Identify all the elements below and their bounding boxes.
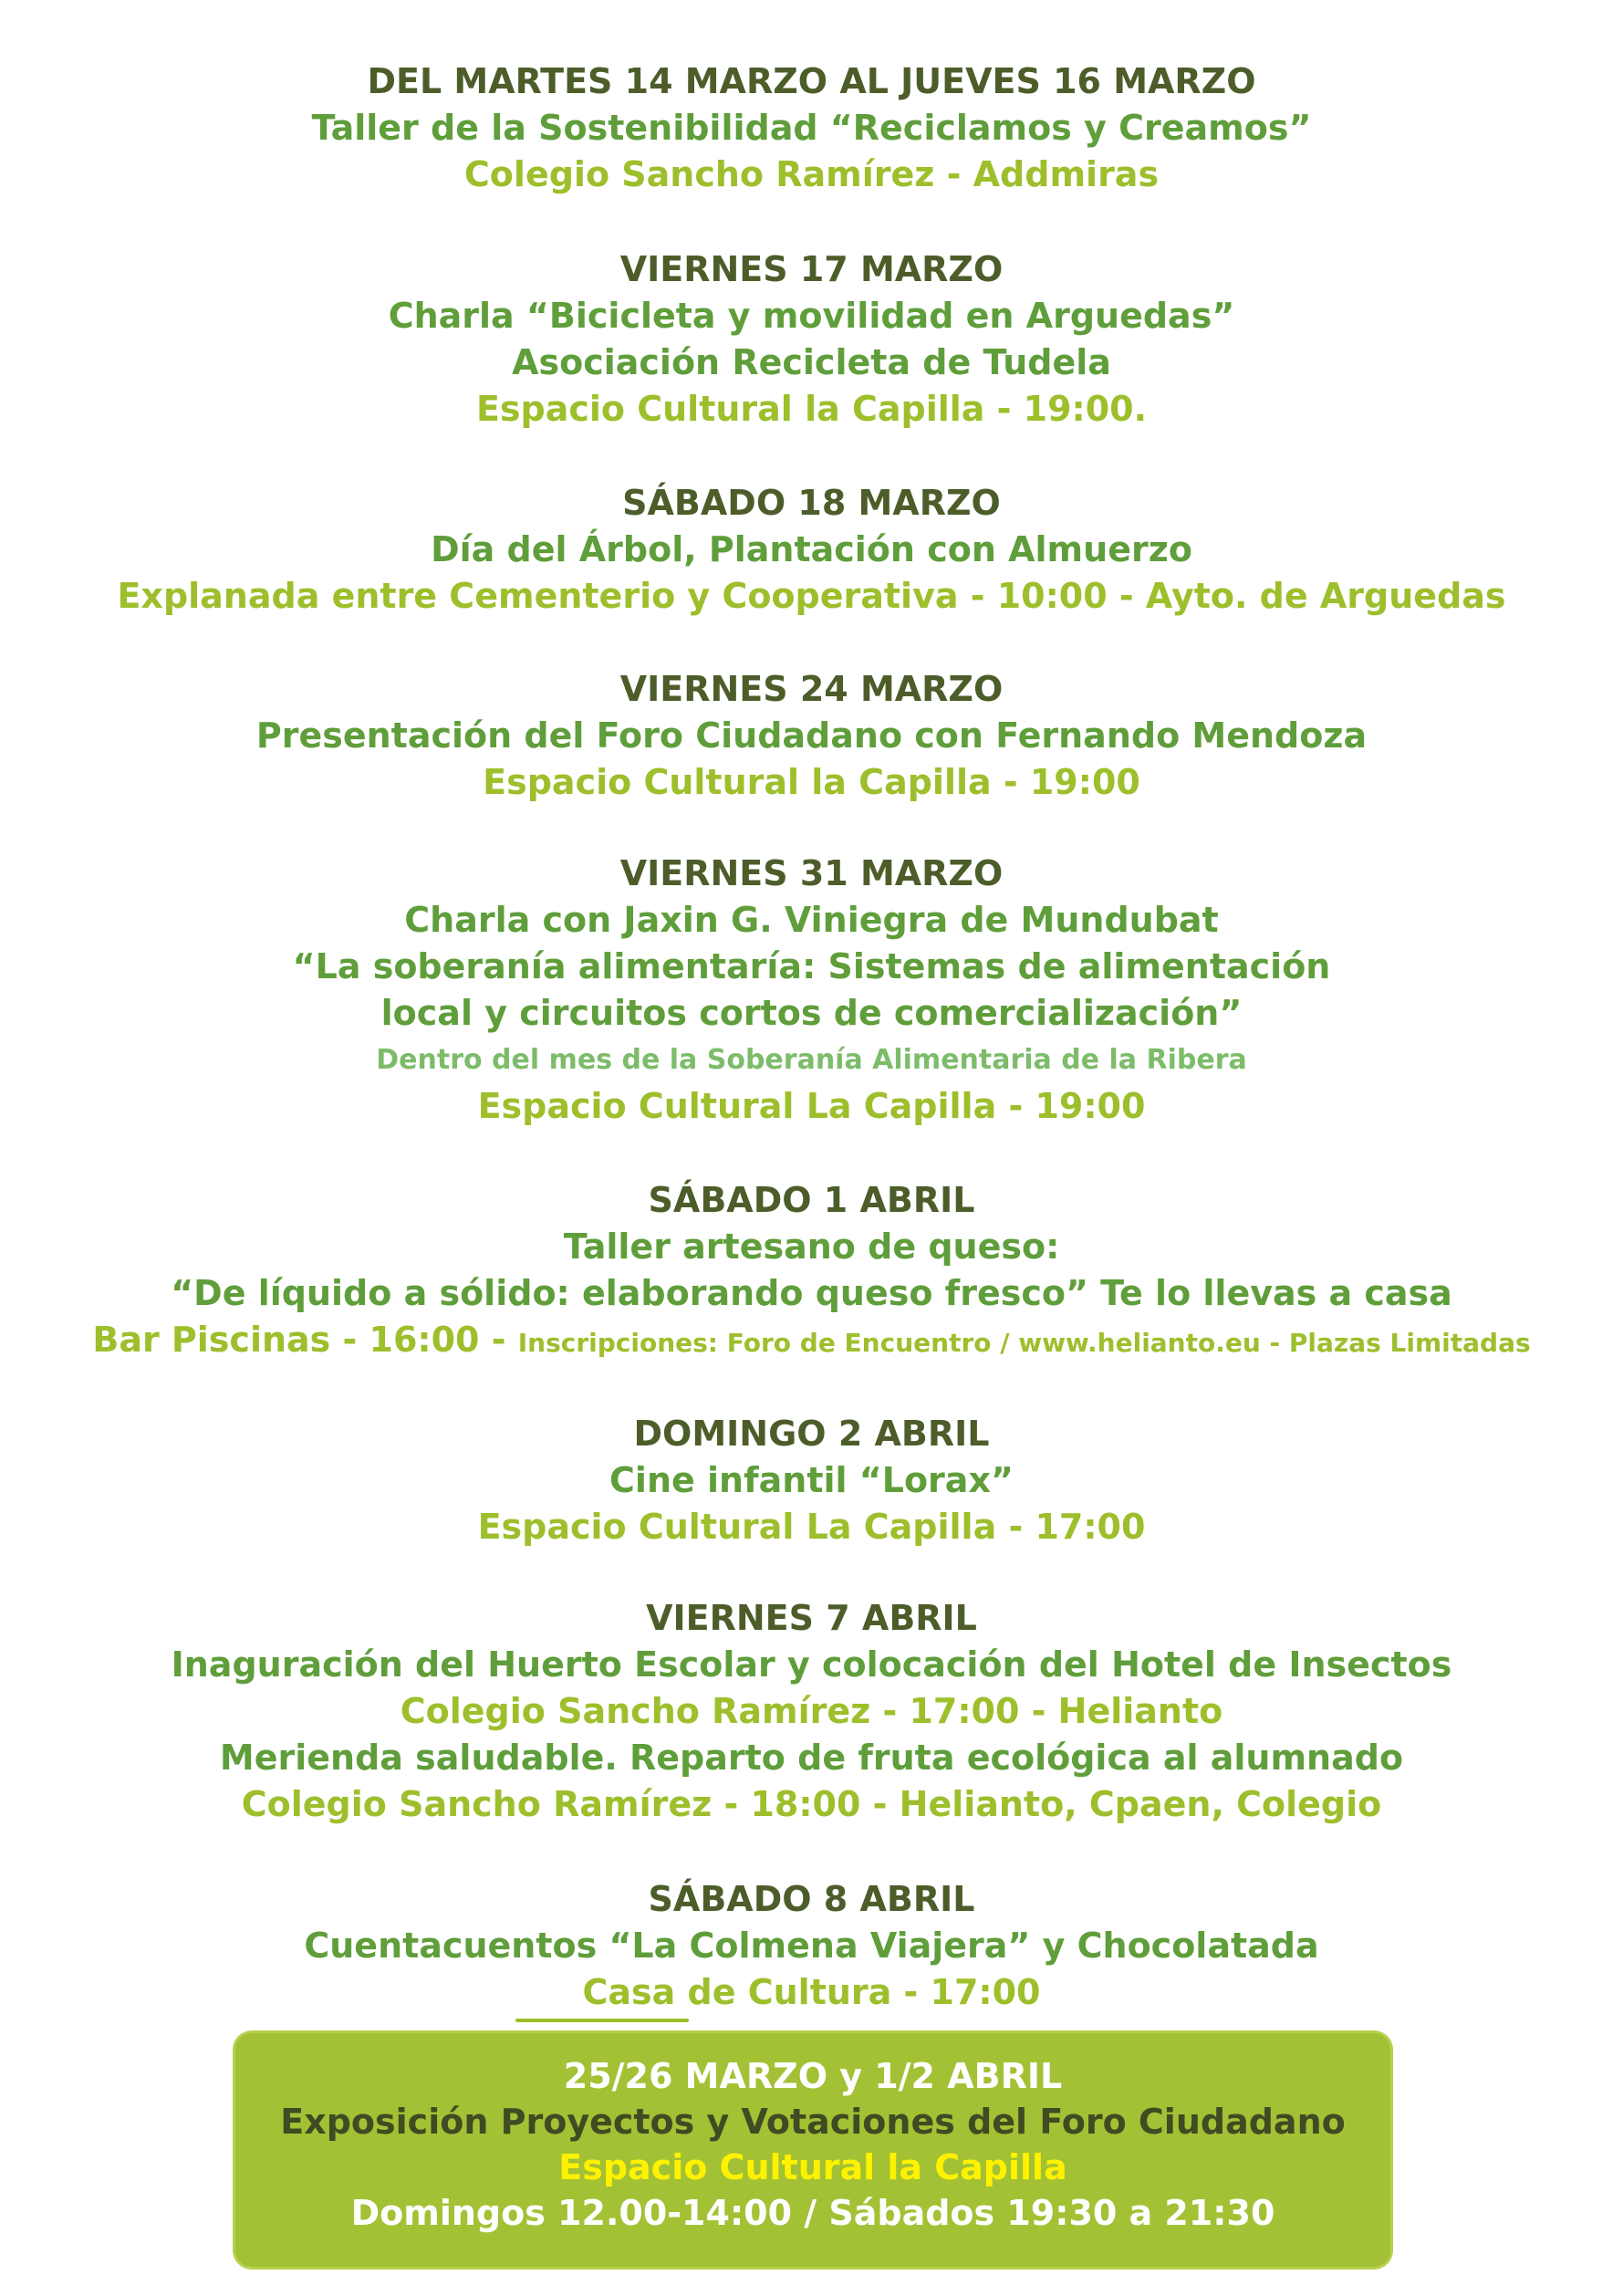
highlight-hours: Domingos 12.00-14:00 / Sábados 19:30 a 21:30 [350,2193,1275,2233]
event-5 [0,851,1623,1130]
event-4 [0,666,1623,806]
event-place-2: Colegio Sancho Ramírez - 18:00 - Helianto, Cpaen, Colegio [241,1784,1382,1824]
event-place: Espacio Cultural La Capilla - 19:00 [477,1086,1146,1126]
event-registration-info: Inscripciones: Foro de Encuentro / www.helianto.eu - Plazas Limitadas [517,1328,1531,1358]
event-title: Día del Árbol, Plantación con Almuerzo [431,529,1192,569]
event-place: Espacio Cultural La Capilla - 17:00 [477,1507,1146,1547]
event-place: Espacio Cultural la Capilla - 19:00 [483,762,1140,802]
event-date: VIERNES 31 MARZO [619,853,1004,893]
event-title: Cine infantil “Lorax” [609,1460,1014,1500]
event-3 [0,480,1623,620]
event-title: Taller artesano de queso: [563,1226,1060,1267]
event-note: Dentro del mes de la Soberanía Alimentaria de la Ribera [376,1044,1247,1076]
event-date: SÁBADO 18 MARZO [622,483,1001,523]
event-date: VIERNES 24 MARZO [619,669,1004,709]
divider [515,2019,689,2022]
event-6 [0,1177,1623,1366]
event-title-line-2: “De líquido a sólido: elaborando queso fresco” Te lo llevas a casa [171,1273,1452,1313]
event-title: Inaguración del Huerto Escolar y colocación del Hotel de Insectos [171,1644,1452,1685]
event-place: Explanada entre Cementerio y Cooperativa - 10:00 - Ayto. de Arguedas [117,576,1506,616]
event-title: Charla con Jaxin G. Viniegra de Mundubat [404,900,1219,940]
event-2 [0,246,1623,433]
event-place: Espacio Cultural la Capilla - 19:00. [475,389,1148,429]
event-place: Bar Piscinas - 16:00 - [92,1320,518,1360]
event-place: Casa de Cultura - 17:00 [582,1972,1041,2012]
event-place: Colegio Sancho Ramírez - 17:00 - Helianto [400,1691,1223,1731]
highlight-place: Espacio Cultural la Capilla [558,2147,1067,2187]
event-9 [0,1876,1623,2016]
event-date: DEL MARTES 14 MARZO AL JUEVES 16 MARZO [367,61,1256,101]
event-title-2: Merienda saludable. Reparto de fruta ecológica al alumnado [219,1738,1404,1778]
event-title: Presentación del Foro Ciudadano con Fernando Mendoza [255,715,1368,756]
event-place: Colegio Sancho Ramírez - Addmiras [463,154,1160,194]
event-date: SÁBADO 1 ABRIL [648,1180,975,1220]
event-date: VIERNES 7 ABRIL [646,1598,977,1638]
event-date: VIERNES 17 MARZO [619,249,1004,289]
event-1 [0,58,1623,198]
event-subtitle: Asociación Recicleta de Tudela [512,342,1111,382]
event-title: Charla “Bicicleta y movilidad en Arguedas” [388,296,1235,336]
event-date: SÁBADO 8 ABRIL [648,1879,975,1919]
event-7 [0,1411,1623,1550]
event-title-line-2: “La soberanía alimentaría: Sistemas de alimentación [292,946,1331,986]
highlight-title: Exposición Proyectos y Votaciones del Foro Ciudadano [280,2102,1346,2142]
event-date: DOMINGO 2 ABRIL [633,1414,990,1454]
event-title: Cuentacuentos “La Colmena Viajera” y Chocolatada [304,1926,1319,1966]
event-place-line [0,1317,1623,1366]
event-title-line-3: local y circuitos cortos de comercialización” [380,993,1243,1033]
exhibition-highlight-box [235,2033,1390,2267]
event-8 [0,1595,1623,1828]
highlight-dates: 25/26 MARZO y 1/2 ABRIL [563,2056,1063,2096]
event-title: Taller de la Sostenibilidad “Reciclamos y Creamos” [311,108,1312,148]
